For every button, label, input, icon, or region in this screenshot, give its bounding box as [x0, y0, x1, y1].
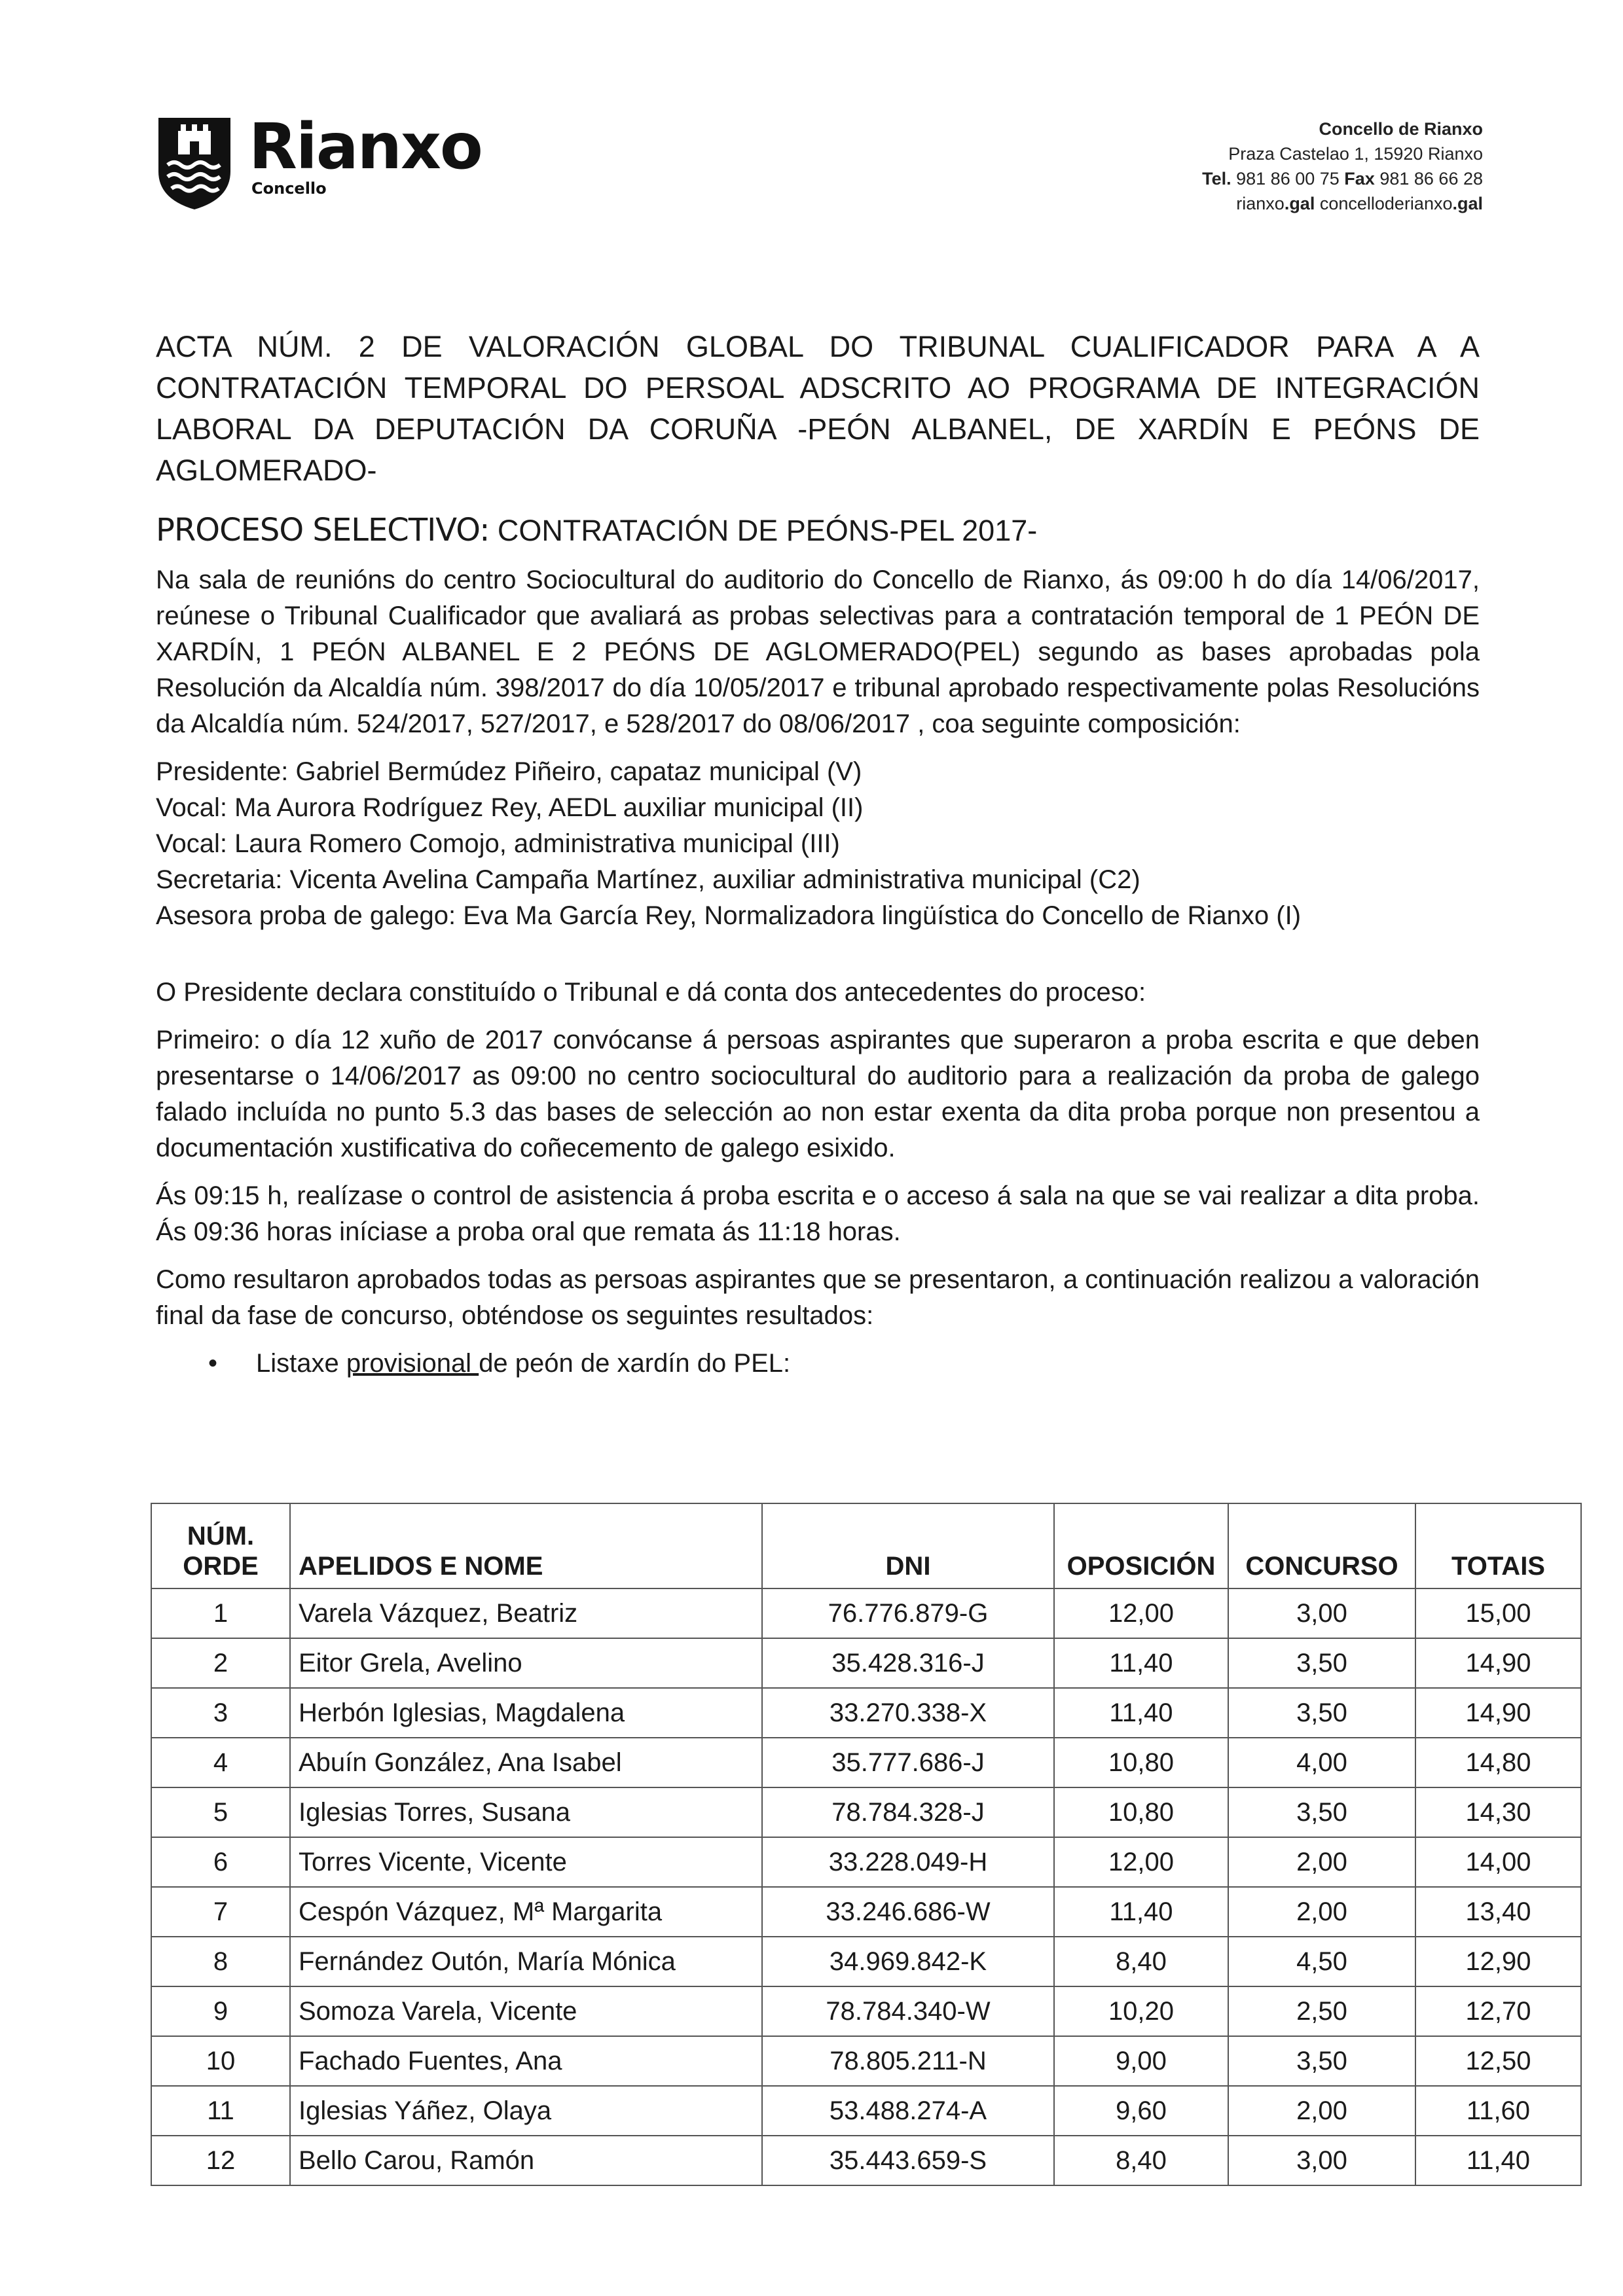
process-line: [156, 511, 1480, 550]
results-table: [151, 1503, 1582, 2186]
cell-concurso: 4,50: [1228, 1937, 1415, 1986]
cell-name: Eitor Grela, Avelino: [290, 1638, 762, 1688]
cell-totais: 11,60: [1415, 2086, 1581, 2136]
table-row: [151, 1588, 1581, 1638]
cell-name: Somoza Varela, Vicente: [290, 1986, 762, 2036]
cell-concurso: 2,00: [1228, 1837, 1415, 1887]
document-title: ACTA NÚM. 2 DE VALORACIÓN GLOBAL DO TRIBUNAL CUALIFICADOR PARA A A CONTRATACIÓN TEMPORAL DO PERSOAL ADSCRITO AO PROGRAMA DE INTEGRACIÓN LABORAL DA DEPUTACIÓN DA CORUÑA -PEÓN ALBANEL, DE XARDÍN E PEÓNS DE AGLOMERADO-: [156, 330, 1480, 487]
websites: rianxo.gal concelloderianxo.gal: [1236, 194, 1483, 213]
header-oposicion: OPOSICIÓN: [1054, 1503, 1228, 1588]
cell-name: Iglesias Torres, Susana: [290, 1787, 762, 1837]
cell-oposicion: 8,40: [1054, 1937, 1228, 1986]
cell-order: 4: [151, 1738, 290, 1787]
cell-dni: 33.246.686-W: [762, 1887, 1054, 1937]
cell-dni: 35.443.659-S: [762, 2136, 1054, 2185]
table-row: [151, 1787, 1581, 1837]
header-order: NÚM. ORDE: [151, 1503, 290, 1588]
cell-name: Bello Carou, Ramón: [290, 2136, 762, 2185]
table-row: [151, 2036, 1581, 2086]
provisional-underlined: provisional: [346, 1349, 479, 1378]
cell-name: Abuín González, Ana Isabel: [290, 1738, 762, 1787]
header-dni: DNI: [762, 1503, 1054, 1588]
cell-order: 3: [151, 1688, 290, 1738]
phone-fax: Tel. 981 86 00 75 Fax 981 86 66 28: [1202, 169, 1483, 188]
castle-shield-icon: [156, 115, 233, 211]
process-value: CONTRATACIÓN DE PEÓNS-PEL 2017-: [489, 514, 1038, 547]
cell-totais: 14,80: [1415, 1738, 1581, 1787]
cell-totais: 14,90: [1415, 1638, 1581, 1688]
cell-oposicion: 8,40: [1054, 2136, 1228, 2185]
table-row: [151, 1688, 1581, 1738]
header-concurso: CONCURSO: [1228, 1503, 1415, 1588]
cell-name: Iglesias Yáñez, Olaya: [290, 2086, 762, 2136]
second-paragraph: Ás 09:15 h, realízase o control de asistencia á proba escrita e o acceso á sala na que se vai realizar a dita proba. Ás 09:36 horas iníciase a proba oral que remata ás 11:18 horas.: [156, 1181, 1480, 1246]
table-row: [151, 1986, 1581, 2036]
member-vocal-1: Vocal: Ma Aurora Rodríguez Rey, AEDL auxiliar municipal (II): [156, 793, 864, 822]
cell-totais: 12,70: [1415, 1986, 1581, 2036]
cell-totais: 13,40: [1415, 1887, 1581, 1937]
cell-name: Herbón Iglesias, Magdalena: [290, 1688, 762, 1738]
bullet-icon: •: [208, 1349, 218, 1378]
cell-dni: 53.488.274-A: [762, 2086, 1054, 2136]
cell-concurso: 3,50: [1228, 1787, 1415, 1837]
cell-dni: 35.777.686-J: [762, 1738, 1054, 1787]
cell-order: 10: [151, 2036, 290, 2086]
cell-oposicion: 9,60: [1054, 2086, 1228, 2136]
cell-dni: 78.784.340-W: [762, 1986, 1054, 2036]
table-row: [151, 1638, 1581, 1688]
cell-totais: 14,30: [1415, 1787, 1581, 1837]
cell-order: 2: [151, 1638, 290, 1688]
table-row: [151, 1887, 1581, 1937]
cell-concurso: 4,00: [1228, 1738, 1415, 1787]
cell-totais: 14,90: [1415, 1688, 1581, 1738]
list-bullet: • Listaxe provisional de peón de xardín do PEL:: [156, 1346, 1480, 1382]
cell-oposicion: 10,80: [1054, 1738, 1228, 1787]
cell-name: Varela Vázquez, Beatriz: [290, 1588, 762, 1638]
org-name: Concello de Rianxo: [1319, 119, 1483, 139]
table-header-row: [151, 1503, 1581, 1588]
third-paragraph: Como resultaron aprobados todas as persoas aspirantes que se presentaron, a continuación realizou a valoración final da fase de concurso, obténdose os seguintes resultados:: [156, 1265, 1480, 1330]
cell-concurso: 2,50: [1228, 1986, 1415, 2036]
cell-order: 1: [151, 1588, 290, 1638]
first-paragraph: Primeiro: o día 12 xuño de 2017 convócanse á persoas aspirantes que superaron a proba escrita e que deben presentarse o 14/06/2017 as 09:00 no centro sociocultural do auditorio para a realización da proba de galego falado incluída no punto 5.3 das bases de selección ao non estar exenta da dita proba porque non presentou a documentación xustificativa do coñecemento de galego esixido.: [156, 1026, 1480, 1162]
cell-name: Torres Vicente, Vicente: [290, 1837, 762, 1887]
cell-oposicion: 12,00: [1054, 1588, 1228, 1638]
intro-paragraph: Na sala de reunións do centro Sociocultural do auditorio do Concello de Rianxo, ás 09:00 h do día 14/06/2017, reúnese o Tribunal Cualificador que avaliará as probas selectivas para a contratación temporal de 1 PEÓN DE XARDÍN, 1 PEÓN ALBANEL E 2 PEÓNS DE AGLOMERADO(PEL) segundo as bases aprobadas pola Resolución da Alcaldía núm. 398/2017 do día 10/05/2017 e tribunal aprobado respectivamente polas Resolucións da Alcaldía núm. 524/2017, 527/2017, e 528/2017 do 08/06/2017 , coa seguinte composición:: [156, 565, 1480, 738]
cell-totais: 14,00: [1415, 1837, 1581, 1887]
header-name: APELIDOS E NOME: [290, 1503, 762, 1588]
member-president: Presidente: Gabriel Bermúdez Piñeiro, capataz municipal (V): [156, 757, 862, 786]
cell-name: Fachado Fuentes, Ana: [290, 2036, 762, 2086]
member-vocal-2: Vocal: Laura Romero Comojo, administrativa municipal (III): [156, 829, 840, 858]
cell-concurso: 2,00: [1228, 1887, 1415, 1937]
cell-dni: 33.270.338-X: [762, 1688, 1054, 1738]
cell-totais: 15,00: [1415, 1588, 1581, 1638]
cell-dni: 34.969.842-K: [762, 1937, 1054, 1986]
table-row: [151, 2086, 1581, 2136]
cell-oposicion: 11,40: [1054, 1638, 1228, 1688]
cell-concurso: 3,00: [1228, 1588, 1415, 1638]
cell-oposicion: 11,40: [1054, 1688, 1228, 1738]
cell-totais: 12,50: [1415, 2036, 1581, 2086]
cell-dni: 76.776.879-G: [762, 1588, 1054, 1638]
cell-oposicion: 10,20: [1054, 1986, 1228, 2036]
logo: [156, 110, 482, 211]
table-row: [151, 1837, 1581, 1887]
member-advisor: Asesora proba de galego: Eva Ma García Rey, Normalizadora lingüística do Concello de Rianxo (I): [156, 901, 1302, 930]
cell-dni: 35.428.316-J: [762, 1638, 1054, 1688]
cell-name: Cespón Vázquez, Mª Margarita: [290, 1887, 762, 1937]
cell-order: 6: [151, 1837, 290, 1887]
cell-order: 9: [151, 1986, 290, 2036]
address: Praza Castelao 1, 15920 Rianxo: [1228, 144, 1483, 164]
cell-dni: 78.805.211-N: [762, 2036, 1054, 2086]
logo-subtitle: Concello: [251, 179, 327, 198]
cell-totais: 12,90: [1415, 1937, 1581, 1986]
declaration-paragraph: O Presidente declara constituído o Tribunal e dá conta dos antecedentes do proceso:: [156, 978, 1146, 1007]
cell-oposicion: 12,00: [1054, 1837, 1228, 1887]
cell-totais: 11,40: [1415, 2136, 1581, 2185]
header-totais: TOTAIS: [1415, 1503, 1581, 1588]
cell-concurso: 3,50: [1228, 1688, 1415, 1738]
cell-oposicion: 11,40: [1054, 1887, 1228, 1937]
cell-concurso: 3,00: [1228, 2136, 1415, 2185]
tribunal-members: [156, 754, 1480, 934]
contact-block: [1202, 117, 1483, 216]
cell-order: 8: [151, 1937, 290, 1986]
member-secretary: Secretaria: Vicenta Avelina Campaña Martínez, auxiliar administrativa municipal (C2): [156, 865, 1140, 894]
cell-dni: 78.784.328-J: [762, 1787, 1054, 1837]
table-row: [151, 1738, 1581, 1787]
process-label: PROCESO SELECTIVO:: [156, 512, 490, 548]
cell-order: 7: [151, 1887, 290, 1937]
document-body: [156, 326, 1480, 1382]
cell-oposicion: 10,80: [1054, 1787, 1228, 1837]
cell-order: 11: [151, 2086, 290, 2136]
cell-dni: 33.228.049-H: [762, 1837, 1054, 1887]
cell-oposicion: 9,00: [1054, 2036, 1228, 2086]
cell-order: 5: [151, 1787, 290, 1837]
cell-concurso: 3,50: [1228, 1638, 1415, 1688]
cell-concurso: 2,00: [1228, 2086, 1415, 2136]
cell-concurso: 3,50: [1228, 2036, 1415, 2086]
cell-name: Fernández Outón, María Mónica: [290, 1937, 762, 1986]
cell-order: 12: [151, 2136, 290, 2185]
table-row: [151, 1937, 1581, 1986]
logo-name: Rianxo: [249, 110, 482, 183]
table-row: [151, 2136, 1581, 2185]
